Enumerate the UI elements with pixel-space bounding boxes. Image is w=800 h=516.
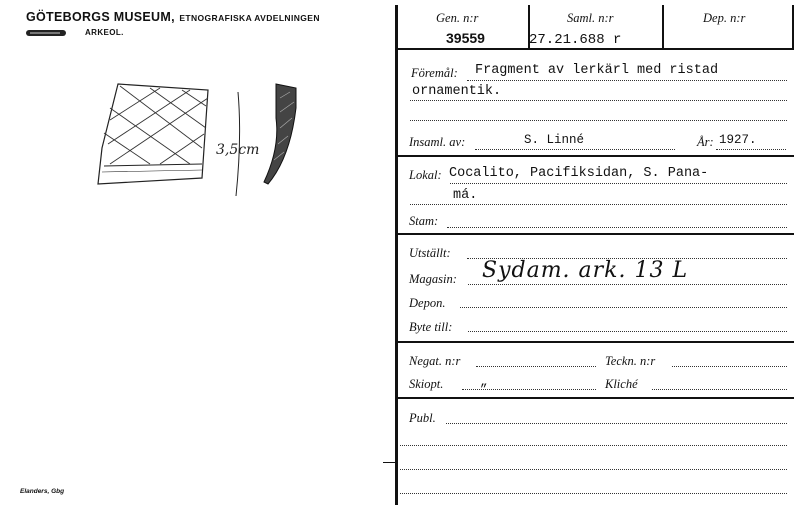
dotted-line: [476, 366, 596, 367]
saml-number-label: Saml. n:r: [567, 11, 614, 25]
negat-label: Negat. n:r: [409, 354, 461, 368]
card-column-divider: [662, 5, 664, 48]
dotted-line: [400, 445, 787, 446]
ar-label: År:: [697, 135, 714, 149]
skiopt-value: „: [480, 375, 488, 389]
dotted-line: [716, 149, 786, 150]
dotted-line: [410, 204, 787, 205]
department-name: ETNOGRAFISKA AVDELNINGEN: [179, 13, 320, 23]
utstallt-label: Utställt:: [409, 246, 451, 260]
museum-header: [26, 8, 320, 26]
kliche-label: Kliché: [605, 377, 638, 391]
dotted-line: [475, 149, 675, 150]
gen-number-value: 39559: [446, 30, 485, 46]
section-name: ARKEOL.: [85, 28, 124, 37]
dotted-line: [446, 423, 787, 424]
dotted-line: [672, 366, 787, 367]
dotted-line: [467, 80, 787, 81]
divider: [396, 48, 794, 50]
dotted-line: [652, 389, 787, 390]
dimension-label: 3,5cm: [216, 142, 260, 158]
printer-credit: Elanders, Gbg: [20, 488, 65, 495]
dotted-line: [400, 493, 787, 494]
dotted-line: [410, 100, 787, 101]
lokal-value-line1: Cocalito, Pacifiksidan, S. Pana-: [449, 166, 709, 181]
skiopt-label: Skiopt.: [409, 377, 444, 391]
byte-label: Byte till:: [409, 320, 453, 334]
dotted-line: [462, 389, 596, 390]
publ-label: Publ.: [409, 411, 436, 425]
divider: [396, 155, 794, 157]
divider: [396, 397, 794, 399]
dotted-line: [460, 307, 787, 308]
foremal-label: Föremål:: [411, 66, 458, 80]
magasin-value: Sydam. ark. 13 L: [482, 258, 689, 283]
insaml-label: Insaml. av:: [409, 135, 466, 149]
magasin-label: Magasin:: [409, 272, 457, 286]
fragment-sketch: [90, 78, 310, 198]
gen-number-label: Gen. n:r: [436, 11, 479, 25]
lokal-value-line2: má.: [453, 188, 478, 203]
card-left-border: [395, 5, 398, 505]
dotted-line: [468, 331, 787, 332]
dotted-line: [400, 469, 787, 470]
foremal-value-line1: Fragment av lerkärl med ristad: [475, 63, 719, 78]
dotted-line: [468, 284, 787, 285]
dep-number-label: Dep. n:r: [703, 11, 746, 25]
dotted-line: [447, 227, 787, 228]
insaml-value: S. Linné: [524, 133, 585, 147]
foremal-value-line2: ornamentik.: [412, 84, 502, 99]
lokal-label: Lokal:: [409, 168, 442, 182]
margin-tick: [383, 462, 395, 463]
divider: [396, 341, 794, 343]
card-right-border: [792, 5, 794, 48]
stamp-mark: [26, 29, 66, 37]
dotted-line: [450, 183, 787, 184]
museum-name: GÖTEBORGS MUSEUM,: [26, 10, 175, 24]
teckn-label: Teckn. n:r: [605, 354, 656, 368]
divider: [396, 233, 794, 235]
stam-label: Stam:: [409, 214, 439, 228]
dotted-line: [410, 120, 787, 121]
ar-value: 1927.: [719, 133, 757, 147]
saml-number-value: 27.21.688 r: [529, 32, 622, 48]
depon-label: Depon.: [409, 296, 446, 310]
